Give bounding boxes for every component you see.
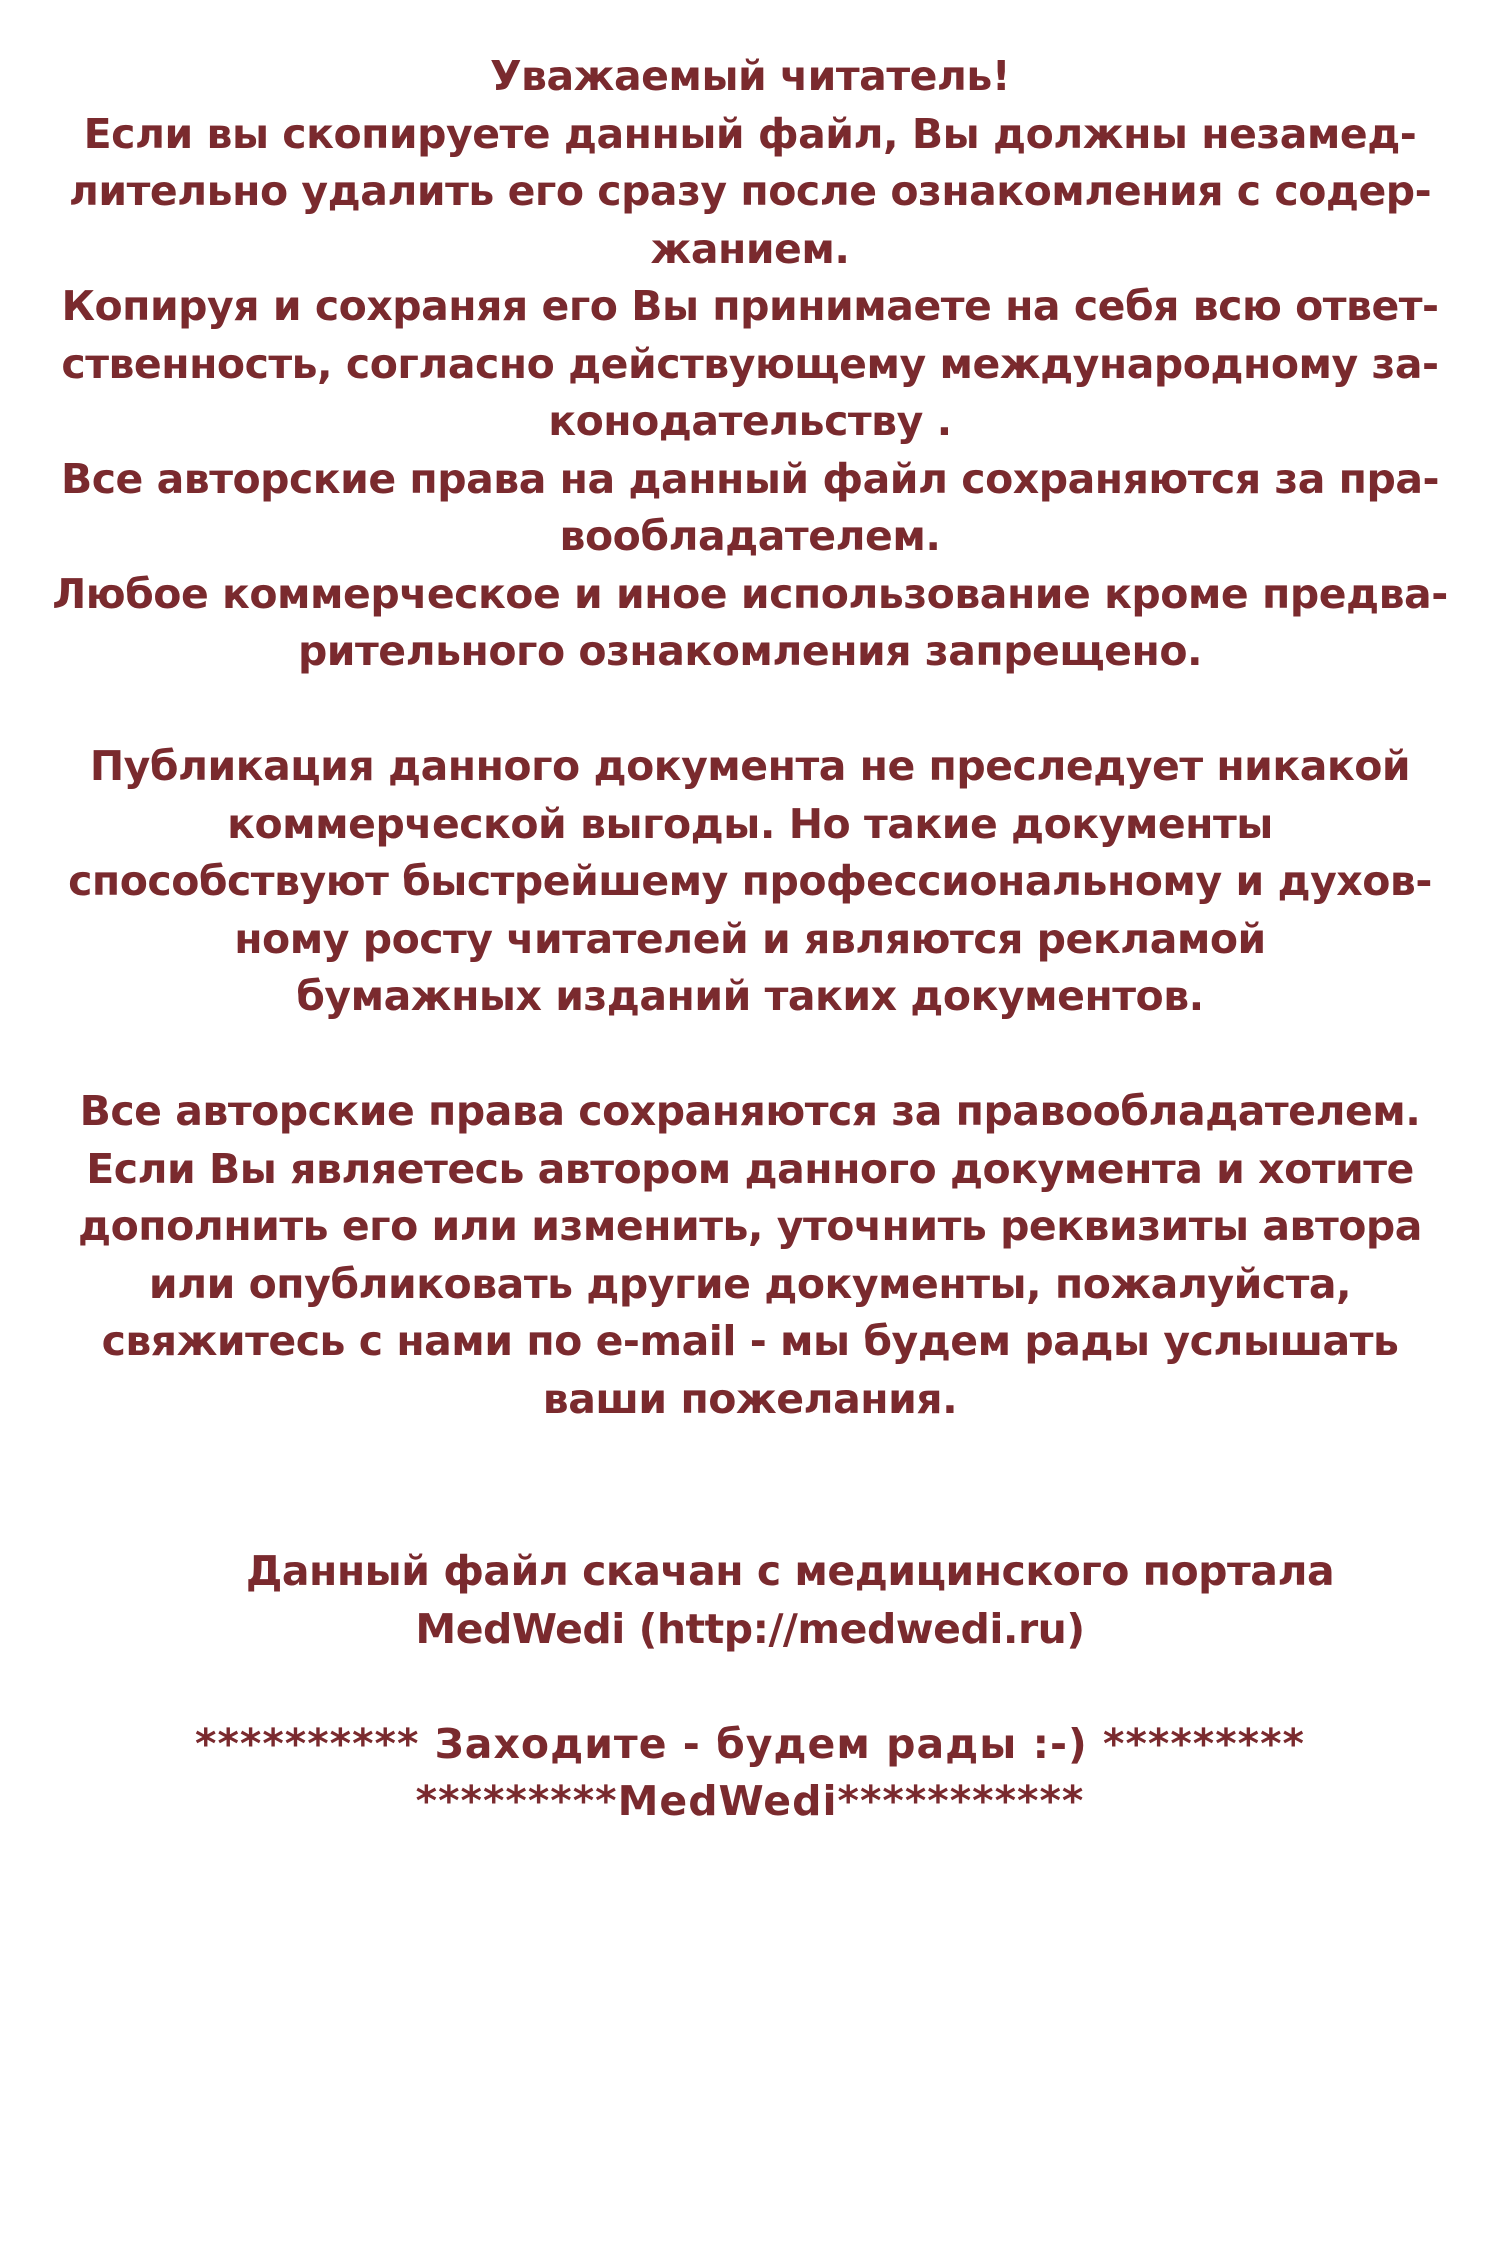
text-line: коммерческой выгоды. Но такие документы: [227, 799, 1273, 848]
spacer: [0, 1428, 1500, 1543]
text-line: или опубликовать другие документы, пожалуйста,: [148, 1259, 1352, 1308]
text-line: свяжитесь с нами по e-mail - мы будем рады услышать: [101, 1317, 1399, 1365]
footer-brand: *********MedWedi***********: [415, 1777, 1085, 1825]
source-note: [0, 1543, 1500, 1658]
text-line: ваши пожелания.: [542, 1374, 958, 1423]
paragraph-responsibility: [0, 278, 1500, 451]
paragraph-commercial-use: [0, 566, 1500, 681]
text-line: конодательству .: [548, 397, 952, 445]
spacer: [0, 681, 1500, 739]
spacer: [0, 1026, 1500, 1084]
text-line: ственность, согласно действующему международному за-: [61, 339, 1439, 388]
footer-welcome: ********** Заходите - будем рады :-) *********: [195, 1719, 1305, 1768]
paragraph-delete-after-reading: [0, 106, 1500, 279]
text-line: ному росту читателей и являются рекламой: [234, 914, 1266, 963]
source-link: MedWedi (http://medwedi.ru): [415, 1604, 1085, 1653]
text-line: вообладателем.: [559, 512, 941, 560]
text-line: Публикация данного документа не преследует никакой: [89, 742, 1411, 790]
paragraph-author-contact: [0, 1083, 1500, 1428]
text-line: Если Вы являетесь автором данного документа и хотите: [86, 1144, 1414, 1193]
text-line: жанием.: [650, 224, 850, 273]
text-line: Копируя и сохраняя его Вы принимаете на себя всю ответ-: [61, 282, 1439, 330]
text-line: лительно удалить его сразу после ознакомления с содер-: [68, 167, 1432, 215]
text-line: дополнить его или изменить, уточнить реквизиты автора: [78, 1202, 1422, 1250]
text-line: рительного ознакомления запрещено.: [297, 627, 1203, 675]
spacer: [0, 1658, 1500, 1716]
greeting: Уважаемый читатель!: [489, 52, 1011, 100]
text-line: Все авторские права на данный файл сохраняются за пра-: [60, 454, 1440, 503]
text-line: Если вы скопируете данный файл, Вы должны незамед-: [83, 109, 1417, 158]
text-line: Любое коммерческое и иное использование кроме предва-: [52, 569, 1448, 618]
text-line: бумажных изданий таких документов.: [296, 972, 1204, 1020]
paragraph-copyright: [0, 451, 1500, 566]
paragraph-publication: [0, 738, 1500, 1026]
source-line: Данный файл скачан с медицинского портала: [245, 1547, 1335, 1595]
text-line: способствуют быстрейшему профессиональному и духов-: [68, 857, 1432, 905]
footer-banner: [0, 1716, 1500, 1831]
text-line: Все авторские права сохраняются за правообладателем.: [79, 1087, 1421, 1135]
